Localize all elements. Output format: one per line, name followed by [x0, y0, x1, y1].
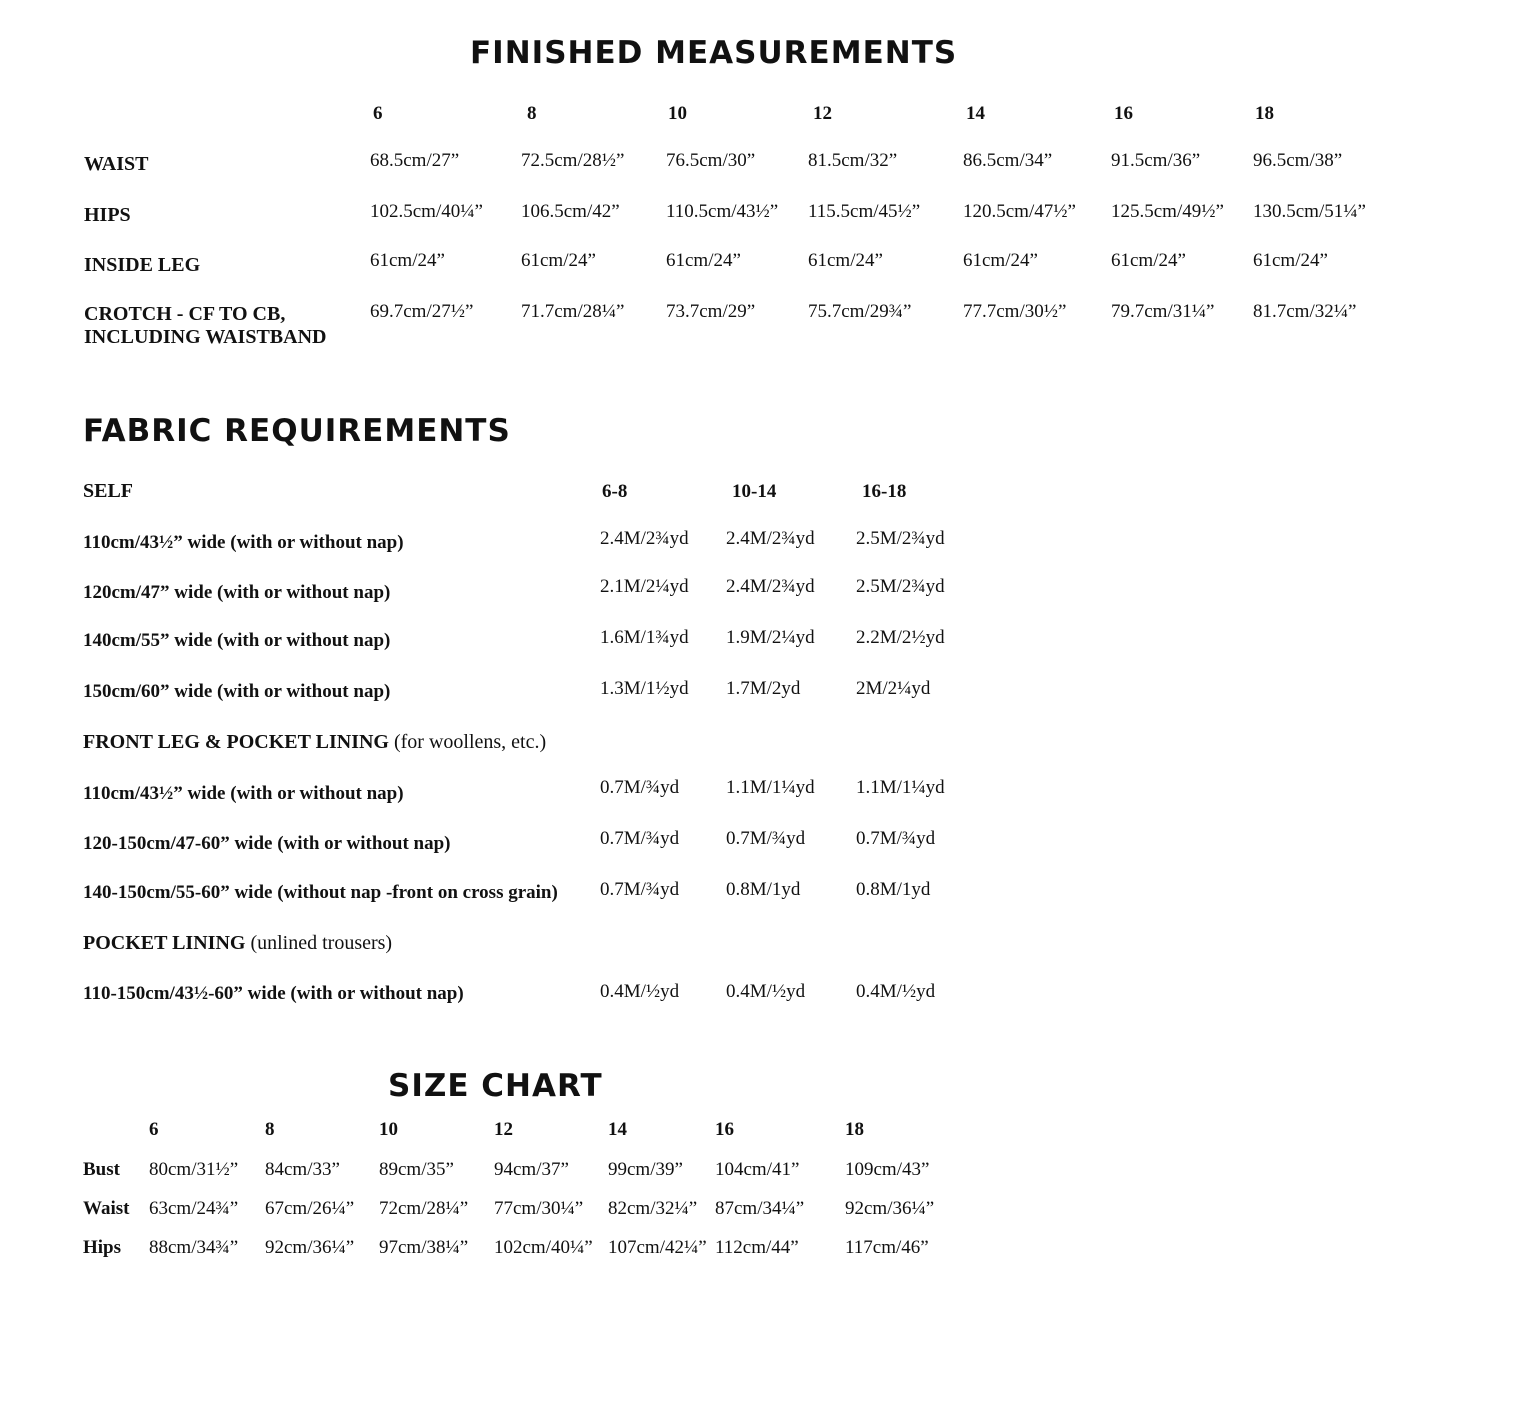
finished-cell: 110.5cm/43½” [666, 201, 779, 222]
fabric-self-label: SELF [83, 480, 134, 502]
finished-cell: 81.7cm/32¼” [1253, 301, 1357, 322]
fabric-row-label: 120-150cm/47-60” wide (with or without nap) [83, 833, 451, 854]
size-chart-cell: 99cm/39” [608, 1159, 683, 1180]
finished-size-header: 10 [668, 103, 687, 124]
fabric-front-leg-label: FRONT LEG & POCKET LINING [83, 731, 389, 753]
size-chart-cell: 97cm/38¼” [379, 1237, 469, 1258]
fabric-cell: 2.2M/2½yd [856, 627, 945, 648]
fabric-cell: 1.1M/1¼yd [856, 777, 945, 798]
fabric-cell: 0.4M/½yd [600, 981, 680, 1002]
finished-cell: 71.7cm/28¼” [521, 301, 625, 322]
finished-measurements-title: FINISHED MEASUREMENTS [470, 35, 958, 71]
size-chart-cell: 104cm/41” [715, 1159, 800, 1180]
fabric-cell: 0.7M/¾yd [600, 879, 680, 900]
finished-cell: 77.7cm/30½” [963, 301, 1067, 322]
fabric-front-leg-heading [83, 732, 546, 752]
fabric-cell: 0.7M/¾yd [856, 828, 936, 849]
finished-cell: 61cm/24” [666, 250, 741, 271]
finished-row-label: INSIDE LEG [84, 254, 201, 276]
fabric-row-label: 110-150cm/43½-60” wide (with or without nap) [83, 983, 464, 1004]
fabric-cell: 2.4M/2¾yd [726, 528, 815, 549]
size-chart-header: 6 [149, 1119, 159, 1140]
size-chart-cell: 88cm/34¾” [149, 1237, 239, 1258]
size-chart-cell: 112cm/44” [715, 1237, 799, 1258]
finished-cell: 69.7cm/27½” [370, 301, 474, 322]
finished-cell: 125.5cm/49½” [1111, 201, 1224, 222]
size-chart-cell: 107cm/42¼” [608, 1237, 707, 1258]
fabric-row-label: 120cm/47” wide (with or without nap) [83, 582, 391, 603]
finished-row-label-line2: INCLUDING WAISTBAND [84, 326, 327, 348]
finished-cell: 91.5cm/36” [1111, 150, 1201, 171]
size-chart-header: 8 [265, 1119, 275, 1140]
size-chart-cell: 63cm/24¾” [149, 1198, 239, 1219]
fabric-cell: 2.4M/2¾yd [726, 576, 815, 597]
fabric-size-header: 10-14 [732, 481, 777, 502]
fabric-cell: 1.1M/1¼yd [726, 777, 815, 798]
size-chart-cell: 77cm/30¼” [494, 1198, 584, 1219]
finished-cell: 102.5cm/40¼” [370, 201, 483, 222]
size-chart-cell: 89cm/35” [379, 1159, 454, 1180]
fabric-cell: 2.5M/2¾yd [856, 576, 945, 597]
size-chart-cell: 87cm/34¼” [715, 1198, 805, 1219]
fabric-requirements-title: FABRIC REQUIREMENTS [83, 413, 511, 449]
size-chart-cell: 94cm/37” [494, 1159, 569, 1180]
finished-row-label: HIPS [84, 204, 131, 226]
finished-size-header: 8 [527, 103, 537, 124]
finished-cell: 68.5cm/27” [370, 150, 460, 171]
size-chart-header: 16 [715, 1119, 734, 1140]
finished-cell: 115.5cm/45½” [808, 201, 921, 222]
size-chart-cell: 102cm/40¼” [494, 1237, 593, 1258]
size-chart-cell: 117cm/46” [845, 1237, 929, 1258]
size-chart-header: 18 [845, 1119, 864, 1140]
size-chart-row-label: Hips [83, 1237, 122, 1258]
size-chart-cell: 72cm/28¼” [379, 1198, 469, 1219]
size-chart-cell: 82cm/32¼” [608, 1198, 698, 1219]
finished-cell: 61cm/24” [808, 250, 883, 271]
size-chart-title: SIZE CHART [388, 1068, 603, 1104]
finished-cell: 79.7cm/31¼” [1111, 301, 1215, 322]
finished-size-header: 16 [1114, 103, 1133, 124]
finished-size-header: 18 [1255, 103, 1274, 124]
size-chart-cell: 109cm/43” [845, 1159, 930, 1180]
fabric-pocket-label: POCKET LINING [83, 932, 246, 954]
fabric-cell: 2.5M/2¾yd [856, 528, 945, 549]
size-chart-row-label: Waist [83, 1198, 130, 1219]
finished-cell: 72.5cm/28½” [521, 150, 625, 171]
fabric-row-label: 140-150cm/55-60” wide (without nap -front on cross grain) [83, 882, 558, 903]
size-chart-header: 12 [494, 1119, 513, 1140]
finished-cell: 61cm/24” [1111, 250, 1186, 271]
finished-cell: 61cm/24” [521, 250, 596, 271]
size-chart-header: 14 [608, 1119, 627, 1140]
fabric-row-label: 110cm/43½” wide (with or without nap) [83, 783, 404, 804]
size-chart-row-label: Bust [83, 1159, 120, 1180]
fabric-cell: 0.4M/½yd [726, 981, 806, 1002]
fabric-front-leg-note: (for woollens, etc.) [393, 731, 547, 753]
fabric-cell: 0.8M/1yd [726, 879, 801, 900]
finished-cell: 130.5cm/51¼” [1253, 201, 1366, 222]
fabric-cell: 1.6M/1¾yd [600, 627, 689, 648]
fabric-cell: 1.7M/2yd [726, 678, 801, 699]
fabric-cell: 1.9M/2¼yd [726, 627, 815, 648]
size-chart-cell: 80cm/31½” [149, 1159, 239, 1180]
finished-size-header: 12 [813, 103, 832, 124]
finished-cell: 96.5cm/38” [1253, 150, 1343, 171]
finished-cell: 106.5cm/42” [521, 201, 620, 222]
finished-cell: 73.7cm/29” [666, 301, 756, 322]
finished-cell: 61cm/24” [963, 250, 1038, 271]
finished-cell: 81.5cm/32” [808, 150, 898, 171]
fabric-cell: 2M/2¼yd [856, 678, 931, 699]
fabric-pocket-heading [83, 933, 392, 953]
finished-cell: 120.5cm/47½” [963, 201, 1076, 222]
size-chart-cell: 92cm/36¼” [265, 1237, 355, 1258]
fabric-cell: 1.3M/1½yd [600, 678, 689, 699]
size-chart-cell: 84cm/33” [265, 1159, 340, 1180]
fabric-cell: 0.4M/½yd [856, 981, 936, 1002]
fabric-cell: 0.8M/1yd [856, 879, 931, 900]
fabric-cell: 2.1M/2¼yd [600, 576, 689, 597]
finished-row-label: WAIST [84, 153, 149, 175]
fabric-pocket-note: (unlined trousers) [250, 932, 393, 954]
size-chart-cell: 67cm/26¼” [265, 1198, 355, 1219]
finished-cell: 76.5cm/30” [666, 150, 756, 171]
fabric-size-header: 6-8 [602, 481, 628, 502]
fabric-size-header: 16-18 [862, 481, 907, 502]
finished-row-label: CROTCH - CF TO CB, [84, 303, 286, 325]
size-chart-header: 10 [379, 1119, 398, 1140]
fabric-row-label: 140cm/55” wide (with or without nap) [83, 630, 391, 651]
size-chart-cell: 92cm/36¼” [845, 1198, 935, 1219]
fabric-cell: 0.7M/¾yd [600, 828, 680, 849]
fabric-cell: 0.7M/¾yd [726, 828, 806, 849]
fabric-row-label: 110cm/43½” wide (with or without nap) [83, 532, 404, 553]
fabric-cell: 0.7M/¾yd [600, 777, 680, 798]
finished-cell: 86.5cm/34” [963, 150, 1053, 171]
finished-cell: 61cm/24” [370, 250, 445, 271]
finished-size-header: 6 [373, 103, 383, 124]
finished-size-header: 14 [966, 103, 985, 124]
fabric-row-label: 150cm/60” wide (with or without nap) [83, 681, 391, 702]
finished-cell: 75.7cm/29¾” [808, 301, 912, 322]
fabric-cell: 2.4M/2¾yd [600, 528, 689, 549]
finished-cell: 61cm/24” [1253, 250, 1328, 271]
